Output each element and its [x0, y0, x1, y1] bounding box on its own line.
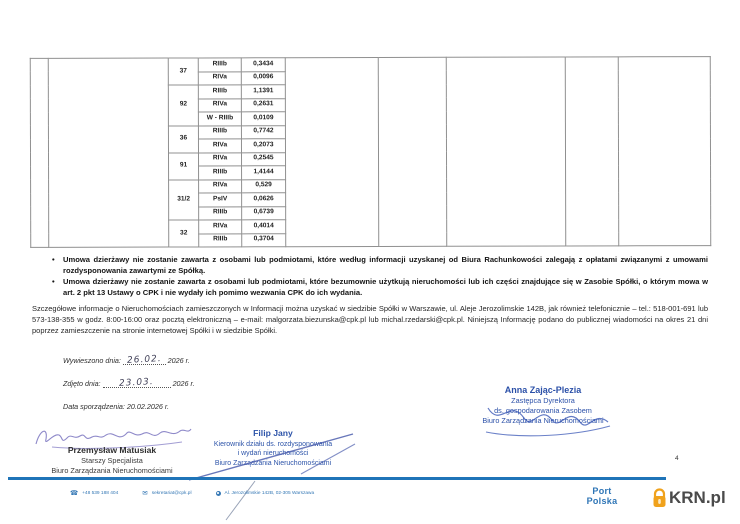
phone-icon: ☎	[70, 489, 79, 497]
area-value-cell: 0,0626	[242, 193, 286, 207]
posted-date-handwritten: 26.02.	[126, 354, 162, 366]
area-value-cell: 1,4144	[242, 166, 286, 180]
area-value-cell: 0,4014	[242, 220, 286, 234]
zajac-title1: Zastępca Dyrektora	[511, 396, 575, 405]
jany-title2: i wydań nieruchomości	[237, 450, 309, 457]
land-class-cell: RIIIb	[199, 233, 242, 247]
footer-phone-text: +48 539 188 404	[82, 490, 119, 496]
land-class-cell: RIIIb	[199, 166, 242, 180]
area-value-cell: 0,0109	[241, 112, 285, 126]
footer-contact	[70, 490, 314, 497]
plot-number-cell: 37	[168, 58, 198, 85]
matusiak-dept: Biuro Zarządzania Nieruchomościami	[51, 466, 173, 475]
area-value-cell: 0,0096	[241, 71, 285, 85]
jany-title1: Kierownik działu ds. rozdysponowania	[213, 440, 333, 448]
krn-watermark	[652, 488, 726, 508]
posted-date-dotline	[123, 354, 166, 365]
envelope-icon: ✉	[142, 489, 148, 497]
land-class-cell: W - RIIIb	[198, 112, 241, 126]
empty-cell-right-2	[378, 57, 446, 246]
jany-dept: Biuro Zarządzania Nieruchomościami	[214, 459, 332, 467]
port-polska-logo	[560, 486, 644, 506]
footer-divider	[8, 477, 666, 480]
area-value-cell: 0,2545	[242, 152, 286, 166]
land-class-cell: RIVa	[199, 220, 242, 234]
matusiak-name: Przemysław Matusiak	[67, 445, 157, 455]
land-class-cell: RIIIb	[198, 85, 241, 99]
land-class-cell: PsIV	[199, 193, 242, 207]
land-class-cell: RIVa	[198, 71, 241, 85]
bullet-item-1: • Umowa dzierżawy nie zostanie zawarta z osobami lub podmiotami, które według informacji uzyskanej od Biura Rachunkowości zalegają z opłatami związanymi z umowami rozdysponowania zawartymi ze Spółką.	[46, 255, 708, 276]
plots-table	[30, 56, 711, 248]
land-class-cell: RIIIb	[198, 58, 241, 72]
stamp-zajac-plezia	[468, 385, 618, 426]
prepared-date-line	[63, 392, 195, 415]
empty-cell-right-1	[285, 57, 378, 246]
removed-date-label: Zdjęto dnia:	[63, 379, 101, 388]
plot-number-cell: 36	[168, 125, 198, 152]
posted-date-label: Wywieszono dnia:	[63, 356, 121, 365]
land-class-cell: RIIIb	[198, 125, 241, 139]
footer-address-text: Al. Jerozolimskie 142B, 02-305 Warszawa	[224, 490, 315, 496]
removed-date-line	[63, 369, 195, 392]
zajac-name: Anna Zając-Plezia	[504, 385, 582, 395]
plot-number-cell: 92	[168, 85, 198, 126]
area-value-cell: 0,3434	[241, 58, 285, 72]
removed-date-handwritten: 23.03.	[119, 377, 155, 389]
posted-date-line	[63, 346, 195, 369]
area-value-cell: 0,2073	[241, 139, 285, 153]
land-class-cell: RIVa	[199, 179, 242, 193]
land-class-cell: RIVa	[198, 139, 241, 153]
dates-block	[63, 346, 195, 415]
area-value-cell: 0,7742	[241, 125, 285, 139]
land-class-cell: RIVa	[199, 152, 242, 166]
bullet-item-2: • Umowa dzierżawy nie zostanie zawarta z osobami lub podmiotami, które bezumownie użytkują nieruchomości lub ich części znajdujące się w Zasobie Spółki, o którym mowa w art. 2 pkt 13 Ustawy o CPK i nie wydały ich pomimo wezwania CPK do ich wydania.	[46, 277, 708, 298]
empty-cell-right-4	[565, 57, 618, 246]
krn-padlock-icon	[652, 488, 667, 508]
zajac-title2: ds. gospodarowania Zasobem	[494, 406, 592, 415]
footer-email	[142, 490, 191, 497]
empty-cell-left-1	[30, 58, 48, 247]
matusiak-title: Starszy Specjalista	[81, 455, 143, 465]
posted-date-suffix: 2026 r.	[167, 356, 190, 365]
location-pin-icon	[216, 491, 221, 496]
removed-date-dotline	[103, 377, 171, 388]
land-class-cell: RIVa	[198, 98, 241, 112]
pen-stroke	[222, 478, 260, 522]
footer-phone	[70, 490, 118, 497]
table-row	[30, 57, 710, 72]
stamp-jany	[188, 429, 358, 468]
prepared-date-text: Data sporządzenia: 20.02.2026 r.	[63, 402, 170, 411]
removed-date-suffix: 2026 r.	[172, 379, 195, 388]
empty-cell-right-3	[446, 57, 565, 246]
plot-number-cell: 31/2	[169, 179, 199, 220]
plot-number-cell: 91	[169, 152, 199, 179]
area-value-cell: 0,2631	[241, 98, 285, 112]
footer-email-text: sekretariat@cpk.pl	[151, 490, 192, 496]
info-paragraph: Szczegółowe informacje o Nieruchomościach zamieszczonych w Informacji można uzyskać w siedzibie Spółki w Warszawie, ul. Aleje Jerozolimskie 142B, jak również telefonicznie – tel.: 518-001-691 lub 573-138-355 w godz. 8:00-16:00 oraz pocztą elektroniczną – e-mail: malgorzata.biezunska@cpk.pl lub michal.rzedarski@cpk.pl. Niniejszą Informację podano do publicznej wiadomości na okres 21 dni poprzez zamieszczenie na stronie internetowej Spółki i w siedzibie Spółki.	[32, 304, 708, 335]
area-value-cell: 1,1391	[241, 85, 285, 99]
plot-number-cell: 32	[169, 220, 199, 247]
area-value-cell: 0,529	[242, 179, 286, 193]
jany-name: Filip Jany	[253, 428, 293, 438]
area-value-cell: 0,6739	[242, 206, 286, 220]
area-value-cell: 0,3704	[242, 233, 286, 247]
port-polska-line1: Port	[592, 486, 612, 496]
page-number: 4	[675, 455, 679, 462]
zajac-dept: Biuro Zarządzania Nieruchomościami	[482, 416, 604, 425]
land-class-cell: RIIIb	[199, 206, 242, 220]
empty-cell-left-2	[48, 58, 168, 247]
footer-address	[216, 491, 315, 496]
bullet-list	[46, 255, 708, 299]
krn-watermark-text: KRN.pl	[669, 488, 726, 507]
empty-cell-right-5	[618, 57, 710, 246]
port-polska-line2: Polska	[586, 496, 618, 506]
stamp-matusiak	[28, 445, 196, 477]
